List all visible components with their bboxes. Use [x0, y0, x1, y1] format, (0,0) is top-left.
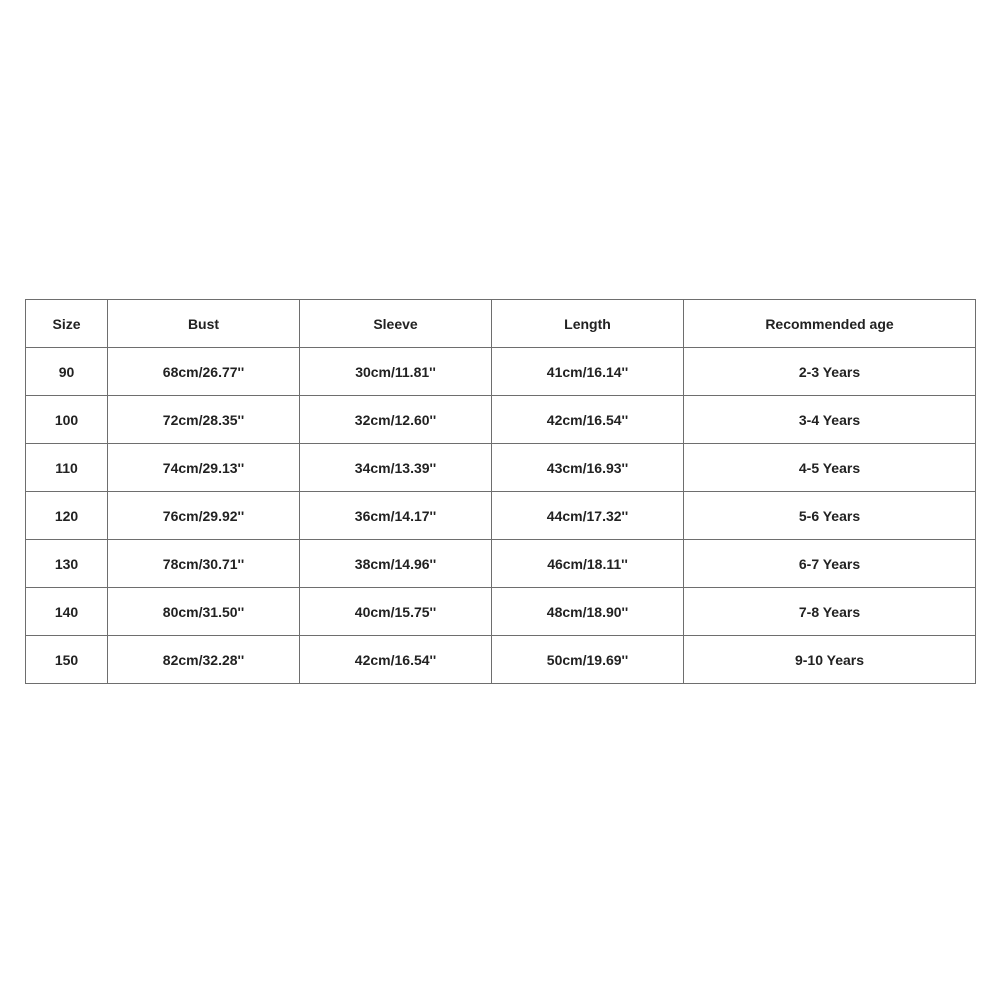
recommended-age-cell: 3-4 Years: [684, 396, 976, 444]
column-header-bust: Bust: [108, 300, 300, 348]
recommended-age-cell: 6-7 Years: [684, 540, 976, 588]
column-header-length: Length: [492, 300, 684, 348]
table-row: [26, 348, 976, 396]
recommended-age-cell: 2-3 Years: [684, 348, 976, 396]
table-row: [26, 636, 976, 684]
length-cell: 50cm/19.69'': [492, 636, 684, 684]
recommended-age-cell: 9-10 Years: [684, 636, 976, 684]
size-cell: 130: [26, 540, 108, 588]
length-cell: 43cm/16.93'': [492, 444, 684, 492]
length-cell: 46cm/18.11'': [492, 540, 684, 588]
sleeve-cell: 32cm/12.60'': [300, 396, 492, 444]
table-row: [26, 444, 976, 492]
size-cell: 100: [26, 396, 108, 444]
sleeve-cell: 38cm/14.96'': [300, 540, 492, 588]
sleeve-cell: 40cm/15.75'': [300, 588, 492, 636]
column-header-size: Size: [26, 300, 108, 348]
bust-cell: 76cm/29.92'': [108, 492, 300, 540]
table-header-row: [26, 300, 976, 348]
bust-cell: 68cm/26.77'': [108, 348, 300, 396]
length-cell: 48cm/18.90'': [492, 588, 684, 636]
recommended-age-cell: 4-5 Years: [684, 444, 976, 492]
table-row: [26, 492, 976, 540]
recommended-age-cell: 5-6 Years: [684, 492, 976, 540]
sleeve-cell: 42cm/16.54'': [300, 636, 492, 684]
size-cell: 140: [26, 588, 108, 636]
recommended-age-cell: 7-8 Years: [684, 588, 976, 636]
bust-cell: 82cm/32.28'': [108, 636, 300, 684]
table-row: [26, 396, 976, 444]
size-cell: 90: [26, 348, 108, 396]
table-row: [26, 540, 976, 588]
length-cell: 44cm/17.32'': [492, 492, 684, 540]
table-row: [26, 588, 976, 636]
size-chart-table: [25, 299, 976, 684]
bust-cell: 80cm/31.50'': [108, 588, 300, 636]
column-header-sleeve: Sleeve: [300, 300, 492, 348]
size-cell: 110: [26, 444, 108, 492]
length-cell: 41cm/16.14'': [492, 348, 684, 396]
size-cell: 120: [26, 492, 108, 540]
bust-cell: 72cm/28.35'': [108, 396, 300, 444]
length-cell: 42cm/16.54'': [492, 396, 684, 444]
sleeve-cell: 30cm/11.81'': [300, 348, 492, 396]
column-header-recommended-age: Recommended age: [684, 300, 976, 348]
bust-cell: 78cm/30.71'': [108, 540, 300, 588]
sleeve-cell: 36cm/14.17'': [300, 492, 492, 540]
size-cell: 150: [26, 636, 108, 684]
sleeve-cell: 34cm/13.39'': [300, 444, 492, 492]
bust-cell: 74cm/29.13'': [108, 444, 300, 492]
